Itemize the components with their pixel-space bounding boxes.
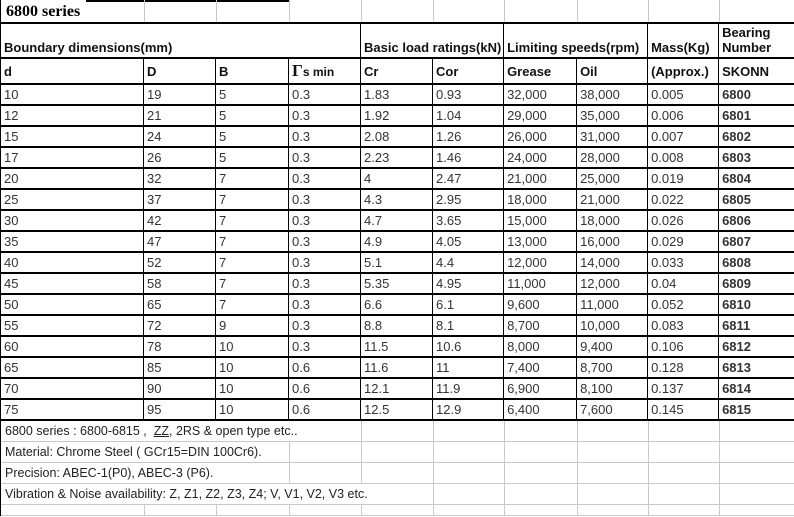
gridline (289, 442, 290, 462)
cell-approx: 0.022 (648, 189, 719, 210)
table-row (1, 168, 794, 189)
table-row (1, 147, 794, 168)
note-row-4 (1, 484, 794, 505)
gridline (577, 0, 578, 22)
empty-row (1, 505, 794, 516)
cell-d: 45 (1, 273, 144, 294)
group-header-bearing-number: Bearing Number (719, 23, 794, 58)
cell-Cor: 8.1 (433, 315, 504, 336)
cell-oil: 35,000 (577, 105, 648, 126)
cell-D: 19 (144, 84, 216, 105)
cell-rs-min: 0.6 (289, 378, 361, 399)
cell-B: 5 (216, 147, 289, 168)
cell-oil: 28,000 (577, 147, 648, 168)
cell-rs-min: 0.3 (289, 189, 361, 210)
cell-D: 42 (144, 210, 216, 231)
cell-oil: 7,600 (577, 399, 648, 420)
cell-grease: 7,400 (504, 357, 577, 378)
cell-d: 60 (1, 336, 144, 357)
note-row-3 (1, 463, 794, 484)
cell-approx: 0.145 (648, 399, 719, 420)
table-row (1, 231, 794, 252)
cell-skonn: 6804 (719, 168, 794, 189)
cell-Cr: 1.92 (361, 105, 433, 126)
cell-rs-min: 0.3 (289, 147, 361, 168)
cell-skonn: 6802 (719, 126, 794, 147)
cell-oil: 18,000 (577, 210, 648, 231)
cell-B: 7 (216, 252, 289, 273)
cell-Cr: 12.5 (361, 399, 433, 420)
gridline (648, 484, 649, 504)
cell-Cor: 12.9 (433, 399, 504, 420)
cell-d: 10 (1, 84, 144, 105)
gridline (504, 0, 505, 22)
note-text: 6800 series : 6800-6815 , ZZ, 2RS & open type etc.. (1, 421, 302, 441)
cell-B: 9 (216, 315, 289, 336)
cell-skonn: 6808 (719, 252, 794, 273)
table-row (1, 252, 794, 273)
col-header-d: D (144, 58, 216, 84)
cell-Cr: 5.35 (361, 273, 433, 294)
table-row (1, 210, 794, 231)
rs-suffix: s min (302, 65, 335, 79)
cell-skonn: 6805 (719, 189, 794, 210)
cell-Cor: 4.05 (433, 231, 504, 252)
cell-Cr: 2.23 (361, 147, 433, 168)
cell-D: 85 (144, 357, 216, 378)
cell-Cor: 4.95 (433, 273, 504, 294)
gridline (361, 442, 362, 462)
cell-D: 32 (144, 168, 216, 189)
cell-approx: 0.006 (648, 105, 719, 126)
gridline (648, 442, 649, 462)
table-row (1, 126, 794, 147)
cell-oil: 31,000 (577, 126, 648, 147)
cell-skonn: 6813 (719, 357, 794, 378)
cell-Cor: 1.46 (433, 147, 504, 168)
cell-d: 12 (1, 105, 144, 126)
cell-approx: 0.128 (648, 357, 719, 378)
cell-d: 25 (1, 189, 144, 210)
group-header-row (1, 23, 794, 58)
cell-approx: 0.008 (648, 147, 719, 168)
cell-grease: 29,000 (504, 105, 577, 126)
table-row (1, 189, 794, 210)
cell-oil: 10,000 (577, 315, 648, 336)
bearing-table (0, 22, 794, 421)
notes-area (0, 421, 794, 516)
gridline (719, 421, 720, 441)
cell-D: 37 (144, 189, 216, 210)
cell-D: 72 (144, 315, 216, 336)
cell-D: 90 (144, 378, 216, 399)
cell-B: 7 (216, 210, 289, 231)
cell-rs-min: 0.3 (289, 315, 361, 336)
cell-B: 10 (216, 399, 289, 420)
cell-oil: 38,000 (577, 84, 648, 105)
table-row (1, 399, 794, 420)
cell-oil: 11,000 (577, 294, 648, 315)
cell-B: 5 (216, 126, 289, 147)
cell-D: 78 (144, 336, 216, 357)
cell-grease: 21,000 (504, 168, 577, 189)
gridline (577, 484, 578, 504)
cell-rs-min: 0.3 (289, 105, 361, 126)
cell-rs-min: 0.6 (289, 357, 361, 378)
cell-skonn: 6803 (719, 147, 794, 168)
col-header-oil: Oil (577, 58, 648, 84)
gridline (577, 463, 578, 483)
cell-Cr: 11.5 (361, 336, 433, 357)
cell-Cr: 1.83 (361, 84, 433, 105)
cell-grease: 18,000 (504, 189, 577, 210)
table-row (1, 273, 794, 294)
note-text: Vibration & Noise availability: Z, Z1, Z2, Z3, Z4; V, V1, V2, V3 etc. (1, 484, 372, 504)
table-row (1, 105, 794, 126)
gridline (433, 484, 434, 504)
cell-grease: 13,000 (504, 231, 577, 252)
gridline (144, 505, 145, 515)
table-row (1, 357, 794, 378)
col-header-cr: Cr (361, 58, 433, 84)
cell-oil: 8,700 (577, 357, 648, 378)
cell-Cor: 1.04 (433, 105, 504, 126)
cell-approx: 0.033 (648, 252, 719, 273)
cell-grease: 8,700 (504, 315, 577, 336)
title-row (0, 0, 794, 22)
cell-oil: 25,000 (577, 168, 648, 189)
cell-Cor: 2.95 (433, 189, 504, 210)
cell-oil: 8,100 (577, 378, 648, 399)
gridline (361, 505, 362, 515)
gridline (719, 442, 720, 462)
table-row (1, 378, 794, 399)
col-header-b: B (216, 58, 289, 84)
gridline (719, 484, 720, 504)
gridline (289, 505, 290, 515)
cell-skonn: 6811 (719, 315, 794, 336)
gridline (504, 463, 505, 483)
note-row-1 (1, 421, 794, 442)
cell-d: 65 (1, 357, 144, 378)
col-header-approx: (Approx.) (648, 58, 719, 84)
note-text: Precision: ABEC-1(P0), ABEC-3 (P6). (1, 463, 217, 483)
cell-Cor: 3.65 (433, 210, 504, 231)
cell-approx: 0.029 (648, 231, 719, 252)
col-header-grease: Grease (504, 58, 577, 84)
cell-B: 5 (216, 105, 289, 126)
gridline (504, 505, 505, 515)
cell-skonn: 6806 (719, 210, 794, 231)
gridline (719, 505, 720, 515)
cell-skonn: 6814 (719, 378, 794, 399)
col-header-rs-min (289, 58, 361, 84)
sheet-title: 6800 series (1, 0, 86, 22)
col-header-d: d (1, 58, 144, 84)
cell-grease: 24,000 (504, 147, 577, 168)
cell-oil: 14,000 (577, 252, 648, 273)
cell-Cor: 11 (433, 357, 504, 378)
cell-d: 55 (1, 315, 144, 336)
cell-d: 20 (1, 168, 144, 189)
cell-d: 70 (1, 378, 144, 399)
cell-rs-min: 0.3 (289, 84, 361, 105)
gridline (504, 421, 505, 441)
cell-skonn: 6801 (719, 105, 794, 126)
cell-D: 58 (144, 273, 216, 294)
cell-d: 75 (1, 399, 144, 420)
gridline (504, 442, 505, 462)
cell-approx: 0.026 (648, 210, 719, 231)
cell-grease: 9,600 (504, 294, 577, 315)
cell-Cr: 11.6 (361, 357, 433, 378)
cell-grease: 6,900 (504, 378, 577, 399)
cell-Cor: 10.6 (433, 336, 504, 357)
cell-D: 26 (144, 147, 216, 168)
cell-Cr: 4.9 (361, 231, 433, 252)
group-header-boundary-dimensions-mm: Boundary dimensions(mm) (1, 23, 361, 58)
cell-rs-min: 0.3 (289, 252, 361, 273)
cell-Cor: 2.47 (433, 168, 504, 189)
cell-d: 50 (1, 294, 144, 315)
cell-D: 95 (144, 399, 216, 420)
cell-Cr: 4 (361, 168, 433, 189)
gridline (433, 505, 434, 515)
cell-approx: 0.137 (648, 378, 719, 399)
cell-B: 7 (216, 231, 289, 252)
cell-Cor: 4.4 (433, 252, 504, 273)
cell-D: 47 (144, 231, 216, 252)
gridline (289, 0, 290, 22)
cell-approx: 0.083 (648, 315, 719, 336)
gridline (504, 484, 505, 504)
cell-d: 17 (1, 147, 144, 168)
cell-d: 40 (1, 252, 144, 273)
gridline (144, 0, 145, 22)
cell-skonn: 6815 (719, 399, 794, 420)
cell-B: 7 (216, 273, 289, 294)
cell-rs-min: 0.3 (289, 168, 361, 189)
cell-approx: 0.04 (648, 273, 719, 294)
cell-rs-min: 0.3 (289, 210, 361, 231)
cell-d: 15 (1, 126, 144, 147)
cell-rs-min: 0.3 (289, 294, 361, 315)
cell-grease: 8,000 (504, 336, 577, 357)
note-row-2 (1, 442, 794, 463)
cell-approx: 0.007 (648, 126, 719, 147)
gridline (433, 421, 434, 441)
gridline (216, 505, 217, 515)
cell-oil: 9,400 (577, 336, 648, 357)
cell-B: 10 (216, 378, 289, 399)
cell-D: 24 (144, 126, 216, 147)
gridline (433, 463, 434, 483)
cell-approx: 0.019 (648, 168, 719, 189)
gridline (719, 463, 720, 483)
cell-grease: 12,000 (504, 252, 577, 273)
cell-Cr: 5.1 (361, 252, 433, 273)
gridline (361, 421, 362, 441)
column-header-row (1, 58, 794, 84)
gridline (433, 442, 434, 462)
cell-Cor: 1.26 (433, 126, 504, 147)
cell-d: 35 (1, 231, 144, 252)
cell-oil: 21,000 (577, 189, 648, 210)
cell-rs-min: 0.3 (289, 126, 361, 147)
cell-grease: 15,000 (504, 210, 577, 231)
gridline (361, 0, 362, 22)
cell-approx: 0.005 (648, 84, 719, 105)
cell-grease: 6,400 (504, 399, 577, 420)
cell-B: 7 (216, 189, 289, 210)
cell-B: 10 (216, 357, 289, 378)
gridline (648, 505, 649, 515)
cell-skonn: 6812 (719, 336, 794, 357)
gridline (648, 0, 649, 22)
cell-approx: 0.106 (648, 336, 719, 357)
gridline (289, 463, 290, 483)
cell-grease: 32,000 (504, 84, 577, 105)
cell-Cor: 6.1 (433, 294, 504, 315)
gridline (216, 0, 217, 22)
cell-rs-min: 0.3 (289, 336, 361, 357)
gridline (648, 421, 649, 441)
cell-B: 7 (216, 294, 289, 315)
cell-skonn: 6800 (719, 84, 794, 105)
cell-Cr: 4.7 (361, 210, 433, 231)
cell-approx: 0.052 (648, 294, 719, 315)
table-row (1, 294, 794, 315)
cell-rs-min: 0.3 (289, 273, 361, 294)
cell-D: 21 (144, 105, 216, 126)
group-header-mass-kg: Mass(Kg) (648, 23, 719, 58)
col-header-skonn: SKONN (719, 58, 794, 84)
cell-skonn: 6809 (719, 273, 794, 294)
table-row (1, 315, 794, 336)
cell-Cor: 0.93 (433, 84, 504, 105)
cell-grease: 11,000 (504, 273, 577, 294)
cell-Cr: 12.1 (361, 378, 433, 399)
cell-B: 5 (216, 84, 289, 105)
gridline (433, 0, 434, 22)
gridline (577, 421, 578, 441)
cell-Cr: 2.08 (361, 126, 433, 147)
note-text: Material: Chrome Steel ( GCr15=DIN 100Cr6). (1, 442, 266, 462)
gridline (577, 442, 578, 462)
cell-skonn: 6810 (719, 294, 794, 315)
group-header-limiting-speeds-rpm: Limiting speeds(rpm) (504, 23, 648, 58)
cell-Cor: 11.9 (433, 378, 504, 399)
cell-Cr: 8.8 (361, 315, 433, 336)
gridline (361, 463, 362, 483)
cell-d: 30 (1, 210, 144, 231)
gridline (719, 0, 720, 22)
cell-D: 65 (144, 294, 216, 315)
gridline (648, 463, 649, 483)
cell-skonn: 6807 (719, 231, 794, 252)
col-header-cor: Cor (433, 58, 504, 84)
cell-oil: 16,000 (577, 231, 648, 252)
cell-B: 10 (216, 336, 289, 357)
rs-symbol: Γ (292, 61, 303, 80)
cell-rs-min: 0.6 (289, 399, 361, 420)
cell-Cr: 6.6 (361, 294, 433, 315)
table-row (1, 84, 794, 105)
cell-B: 7 (216, 168, 289, 189)
gridline (577, 505, 578, 515)
cell-grease: 26,000 (504, 126, 577, 147)
group-header-basic-load-ratings-kn: Basic load ratings(kN) (361, 23, 504, 58)
table-row (1, 336, 794, 357)
cell-Cr: 4.3 (361, 189, 433, 210)
cell-oil: 12,000 (577, 273, 648, 294)
cell-rs-min: 0.3 (289, 231, 361, 252)
cell-D: 52 (144, 252, 216, 273)
